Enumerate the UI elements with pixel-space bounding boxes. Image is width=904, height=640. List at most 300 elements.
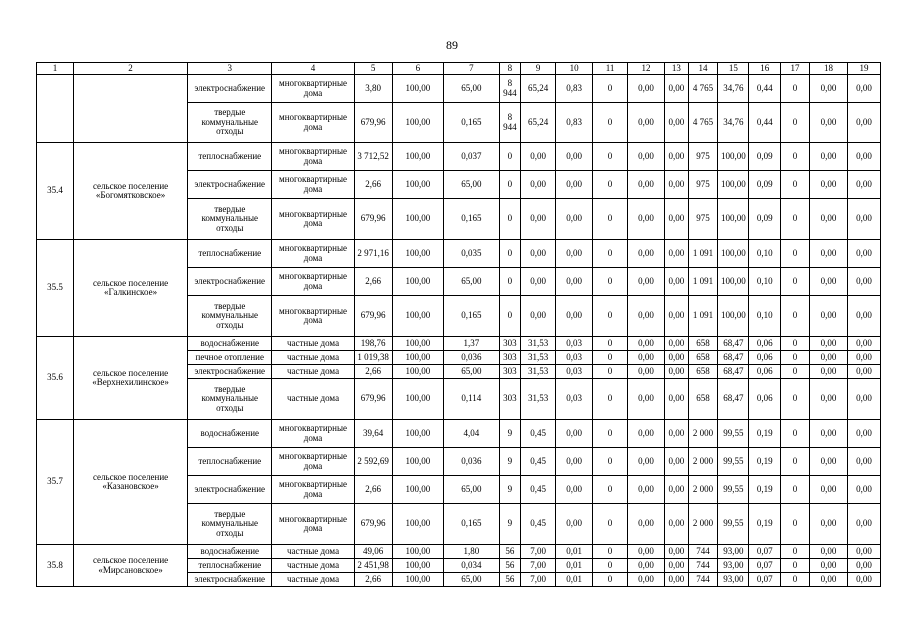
value-cell: 0,165	[444, 504, 500, 545]
value-cell: 9	[499, 476, 521, 504]
value-cell: 7,00	[521, 559, 556, 573]
value-cell: 93,00	[718, 559, 749, 573]
value-cell: 0,00	[628, 573, 665, 587]
value-cell: 0,00	[847, 420, 880, 448]
value-cell: 100,00	[718, 199, 749, 240]
settlement-number: 35.5	[37, 240, 74, 337]
service-type: теплоснабжение	[188, 240, 272, 268]
value-cell: 0,00	[521, 171, 556, 199]
value-cell: 0	[781, 559, 810, 573]
service-type: твердые коммунальные отходы	[188, 296, 272, 337]
value-cell: 100,00	[718, 296, 749, 337]
value-cell: 0	[781, 199, 810, 240]
housing-type: многоквартирные дома	[272, 448, 354, 476]
value-cell: 0,165	[444, 199, 500, 240]
value-cell: 0	[593, 199, 628, 240]
value-cell: 0,00	[628, 504, 665, 545]
value-cell: 0,83	[556, 103, 593, 143]
value-cell: 679,96	[354, 504, 392, 545]
service-type: электроснабжение	[188, 268, 272, 296]
value-cell: 0,00	[665, 573, 689, 587]
value-cell: 65,00	[444, 75, 500, 103]
column-number: 11	[593, 63, 628, 75]
value-cell: 0,00	[847, 545, 880, 559]
value-cell: 0	[499, 240, 521, 268]
value-cell: 56	[499, 559, 521, 573]
column-number: 19	[847, 63, 880, 75]
value-cell: 100,00	[392, 448, 443, 476]
value-cell: 658	[688, 351, 718, 365]
value-cell: 0,00	[556, 476, 593, 504]
value-cell: 0,00	[847, 171, 880, 199]
value-cell: 0,03	[556, 337, 593, 351]
value-cell: 100,00	[392, 545, 443, 559]
value-cell: 2,66	[354, 171, 392, 199]
service-type: водоснабжение	[188, 420, 272, 448]
value-cell: 0,165	[444, 296, 500, 337]
value-cell: 975	[688, 143, 718, 171]
value-cell: 0,07	[749, 559, 781, 573]
value-cell: 0,03	[556, 365, 593, 379]
value-cell: 0,01	[556, 559, 593, 573]
value-cell: 0,00	[847, 75, 880, 103]
table-row	[37, 143, 881, 171]
value-cell: 658	[688, 337, 718, 351]
service-type: твердые коммунальные отходы	[188, 379, 272, 420]
value-cell: 100,00	[392, 240, 443, 268]
table-row	[37, 337, 881, 351]
value-cell: 0	[781, 504, 810, 545]
value-cell: 100,00	[718, 240, 749, 268]
column-number: 13	[665, 63, 689, 75]
value-cell: 0,165	[444, 103, 500, 143]
value-cell: 0	[593, 420, 628, 448]
value-cell: 0	[593, 351, 628, 365]
value-cell: 3 712,52	[354, 143, 392, 171]
value-cell: 0,00	[809, 240, 847, 268]
settlement-number: 35.6	[37, 337, 74, 420]
value-cell: 0,00	[665, 103, 689, 143]
value-cell: 0	[781, 171, 810, 199]
value-cell: 0,45	[521, 504, 556, 545]
value-cell: 0,00	[809, 268, 847, 296]
value-cell: 0	[593, 143, 628, 171]
housing-type: частные дома	[272, 337, 354, 351]
value-cell: 0,00	[628, 268, 665, 296]
value-cell: 0,00	[809, 379, 847, 420]
value-cell: 744	[688, 545, 718, 559]
value-cell: 975	[688, 171, 718, 199]
value-cell: 0	[593, 103, 628, 143]
value-cell: 0,00	[665, 365, 689, 379]
value-cell: 0	[593, 268, 628, 296]
value-cell: 0,00	[847, 379, 880, 420]
value-cell: 0,09	[749, 171, 781, 199]
value-cell: 0	[593, 296, 628, 337]
value-cell: 0	[593, 171, 628, 199]
value-cell: 0,03	[556, 351, 593, 365]
value-cell: 68,47	[718, 365, 749, 379]
value-cell: 0,09	[749, 143, 781, 171]
value-cell: 0,00	[665, 476, 689, 504]
value-cell: 0,00	[556, 504, 593, 545]
value-cell: 31,53	[521, 379, 556, 420]
value-cell: 0,00	[628, 296, 665, 337]
value-cell: 0	[781, 476, 810, 504]
column-number: 15	[718, 63, 749, 75]
value-cell: 0	[781, 268, 810, 296]
value-cell: 0	[593, 476, 628, 504]
value-cell: 0	[593, 504, 628, 545]
tariff-table	[36, 62, 881, 587]
value-cell: 0,07	[749, 573, 781, 587]
value-cell: 100,00	[392, 476, 443, 504]
service-type: электроснабжение	[188, 365, 272, 379]
settlement-name: сельское поселение «Галкинское»	[74, 240, 188, 337]
value-cell: 0,06	[749, 365, 781, 379]
housing-type: частные дома	[272, 573, 354, 587]
value-cell: 0,00	[628, 476, 665, 504]
value-cell: 0,00	[665, 171, 689, 199]
value-cell: 7,00	[521, 573, 556, 587]
value-cell: 0	[593, 240, 628, 268]
value-cell: 0,06	[749, 337, 781, 351]
column-number: 7	[444, 63, 500, 75]
value-cell: 0,44	[749, 103, 781, 143]
value-cell: 0,01	[556, 545, 593, 559]
value-cell: 0,00	[628, 365, 665, 379]
housing-type: частные дома	[272, 365, 354, 379]
value-cell: 9	[499, 504, 521, 545]
column-number: 3	[188, 63, 272, 75]
value-cell: 0,00	[628, 240, 665, 268]
value-cell: 0,00	[556, 420, 593, 448]
value-cell: 1,37	[444, 337, 500, 351]
value-cell: 0,00	[665, 504, 689, 545]
value-cell: 0,00	[521, 199, 556, 240]
value-cell: 0	[593, 448, 628, 476]
value-cell: 0,114	[444, 379, 500, 420]
value-cell: 0	[781, 365, 810, 379]
value-cell: 0,00	[847, 504, 880, 545]
value-cell: 100,00	[392, 296, 443, 337]
value-cell: 0	[781, 420, 810, 448]
value-cell: 0,00	[847, 103, 880, 143]
value-cell: 0,00	[847, 199, 880, 240]
housing-type: многоквартирные дома	[272, 268, 354, 296]
value-cell: 0,00	[847, 351, 880, 365]
value-cell: 0,00	[556, 143, 593, 171]
settlement-number	[37, 75, 74, 143]
value-cell: 0	[499, 199, 521, 240]
column-number: 2	[74, 63, 188, 75]
value-cell: 0,07	[749, 545, 781, 559]
value-cell: 0,00	[665, 559, 689, 573]
value-cell: 100,00	[392, 379, 443, 420]
value-cell: 2 000	[688, 448, 718, 476]
value-cell: 303	[499, 379, 521, 420]
value-cell: 2 000	[688, 504, 718, 545]
value-cell: 0,00	[847, 365, 880, 379]
value-cell: 0,00	[521, 268, 556, 296]
value-cell: 56	[499, 545, 521, 559]
value-cell: 1,80	[444, 545, 500, 559]
value-cell: 93,00	[718, 545, 749, 559]
value-cell: 2 000	[688, 476, 718, 504]
value-cell: 744	[688, 559, 718, 573]
value-cell: 0,00	[665, 351, 689, 365]
value-cell: 0,00	[521, 296, 556, 337]
value-cell: 0,00	[809, 559, 847, 573]
value-cell: 2 592,69	[354, 448, 392, 476]
value-cell: 0,00	[847, 337, 880, 351]
housing-type: многоквартирные дома	[272, 103, 354, 143]
settlement-number: 35.7	[37, 420, 74, 545]
value-cell: 100,00	[392, 103, 443, 143]
value-cell: 31,53	[521, 337, 556, 351]
value-cell: 0,00	[665, 545, 689, 559]
value-cell: 0,00	[809, 143, 847, 171]
value-cell: 68,47	[718, 337, 749, 351]
value-cell: 2 000	[688, 420, 718, 448]
column-number: 8	[499, 63, 521, 75]
value-cell: 39,64	[354, 420, 392, 448]
value-cell: 0,00	[809, 171, 847, 199]
value-cell: 100,00	[392, 365, 443, 379]
value-cell: 0	[781, 379, 810, 420]
value-cell: 100,00	[392, 143, 443, 171]
value-cell: 7,00	[521, 545, 556, 559]
column-number: 9	[521, 63, 556, 75]
value-cell: 0	[781, 448, 810, 476]
value-cell: 0,10	[749, 296, 781, 337]
value-cell: 0	[781, 103, 810, 143]
value-cell: 975	[688, 199, 718, 240]
value-cell: 0,00	[847, 573, 880, 587]
column-number: 5	[354, 63, 392, 75]
table-row	[37, 420, 881, 448]
value-cell: 0	[781, 337, 810, 351]
settlement-name: сельское поселение «Казановское»	[74, 420, 188, 545]
value-cell: 0,00	[847, 268, 880, 296]
housing-type: многоквартирные дома	[272, 75, 354, 103]
value-cell: 0,00	[521, 143, 556, 171]
table-row	[37, 240, 881, 268]
value-cell: 0,06	[749, 379, 781, 420]
value-cell: 68,47	[718, 379, 749, 420]
value-cell: 34,76	[718, 103, 749, 143]
value-cell: 100,00	[718, 268, 749, 296]
value-cell: 100,00	[392, 171, 443, 199]
value-cell: 0	[593, 75, 628, 103]
value-cell: 0,19	[749, 476, 781, 504]
value-cell: 3,80	[354, 75, 392, 103]
service-type: электроснабжение	[188, 573, 272, 587]
value-cell: 0,00	[628, 171, 665, 199]
housing-type: многоквартирные дома	[272, 420, 354, 448]
value-cell: 0	[499, 296, 521, 337]
value-cell: 49,06	[354, 545, 392, 559]
value-cell: 0,00	[809, 365, 847, 379]
value-cell: 100,00	[392, 337, 443, 351]
value-cell: 0,00	[628, 143, 665, 171]
settlement-name: сельское поселение «Мирсановское»	[74, 545, 188, 587]
service-type: водоснабжение	[188, 545, 272, 559]
service-type: электроснабжение	[188, 75, 272, 103]
value-cell: 658	[688, 379, 718, 420]
page-number: 89	[446, 38, 458, 52]
value-cell: 100,00	[392, 504, 443, 545]
value-cell: 100,00	[392, 268, 443, 296]
value-cell: 100,00	[392, 573, 443, 587]
value-cell: 100,00	[392, 199, 443, 240]
value-cell: 1 019,38	[354, 351, 392, 365]
value-cell: 0	[781, 296, 810, 337]
value-cell: 0,00	[556, 296, 593, 337]
service-type: теплоснабжение	[188, 559, 272, 573]
value-cell: 2,66	[354, 476, 392, 504]
value-cell: 1 091	[688, 240, 718, 268]
value-cell: 100,00	[392, 420, 443, 448]
settlement-number: 35.4	[37, 143, 74, 240]
value-cell: 679,96	[354, 199, 392, 240]
value-cell: 679,96	[354, 379, 392, 420]
value-cell: 0	[593, 559, 628, 573]
value-cell: 99,55	[718, 448, 749, 476]
value-cell: 0	[593, 573, 628, 587]
value-cell: 0,00	[665, 420, 689, 448]
value-cell: 0,00	[628, 379, 665, 420]
value-cell: 0,00	[628, 199, 665, 240]
column-number: 14	[688, 63, 718, 75]
value-cell: 0,00	[809, 337, 847, 351]
value-cell: 2,66	[354, 268, 392, 296]
value-cell: 0,00	[556, 448, 593, 476]
value-cell: 0,00	[847, 296, 880, 337]
column-number: 17	[781, 63, 810, 75]
value-cell: 0	[781, 75, 810, 103]
value-cell: 0,00	[628, 103, 665, 143]
value-cell: 0,03	[556, 379, 593, 420]
value-cell: 0,00	[665, 143, 689, 171]
service-type: электроснабжение	[188, 171, 272, 199]
value-cell: 65,00	[444, 573, 500, 587]
value-cell: 0,00	[665, 268, 689, 296]
value-cell: 65,24	[521, 103, 556, 143]
value-cell: 0,00	[628, 337, 665, 351]
value-cell: 65,00	[444, 268, 500, 296]
value-cell: 0	[781, 545, 810, 559]
value-cell: 65,24	[521, 75, 556, 103]
value-cell: 0,83	[556, 75, 593, 103]
housing-type: многоквартирные дома	[272, 476, 354, 504]
value-cell: 0,00	[809, 573, 847, 587]
value-cell: 93,00	[718, 573, 749, 587]
value-cell: 0,00	[665, 379, 689, 420]
value-cell: 0,10	[749, 240, 781, 268]
value-cell: 4 765	[688, 75, 718, 103]
housing-type: многоквартирные дома	[272, 240, 354, 268]
value-cell: 0,00	[809, 103, 847, 143]
service-type: твердые коммунальные отходы	[188, 504, 272, 545]
value-cell: 65,00	[444, 365, 500, 379]
value-cell: 0	[499, 143, 521, 171]
value-cell: 744	[688, 573, 718, 587]
value-cell: 0,00	[847, 448, 880, 476]
housing-type: многоквартирные дома	[272, 504, 354, 545]
housing-type: частные дома	[272, 545, 354, 559]
value-cell: 0	[781, 573, 810, 587]
value-cell: 100,00	[718, 143, 749, 171]
value-cell: 0,00	[809, 296, 847, 337]
service-type: теплоснабжение	[188, 448, 272, 476]
value-cell: 0,036	[444, 351, 500, 365]
value-cell: 303	[499, 351, 521, 365]
service-type: водоснабжение	[188, 337, 272, 351]
value-cell: 0	[499, 171, 521, 199]
value-cell: 0,10	[749, 268, 781, 296]
value-cell: 0,00	[556, 240, 593, 268]
settlement-name: сельское поселение «Верхнехилинское»	[74, 337, 188, 420]
housing-type: частные дома	[272, 379, 354, 420]
value-cell: 0,00	[847, 240, 880, 268]
value-cell: 0	[781, 143, 810, 171]
housing-type: частные дома	[272, 559, 354, 573]
value-cell: 0,00	[809, 351, 847, 365]
housing-type: многоквартирные дома	[272, 143, 354, 171]
value-cell: 0,00	[628, 448, 665, 476]
value-cell: 303	[499, 337, 521, 351]
table-row	[37, 75, 881, 103]
value-cell: 0,44	[749, 75, 781, 103]
value-cell: 0,035	[444, 240, 500, 268]
housing-type: многоквартирные дома	[272, 296, 354, 337]
value-cell: 0,06	[749, 351, 781, 365]
value-cell: 0	[781, 240, 810, 268]
value-cell: 0	[593, 545, 628, 559]
value-cell: 2,66	[354, 573, 392, 587]
value-cell: 0	[593, 365, 628, 379]
service-type: печное отопление	[188, 351, 272, 365]
value-cell: 8 944	[499, 103, 521, 143]
value-cell: 198,76	[354, 337, 392, 351]
value-cell: 0	[499, 268, 521, 296]
value-cell: 0,00	[809, 476, 847, 504]
value-cell: 303	[499, 365, 521, 379]
value-cell: 0,00	[665, 240, 689, 268]
value-cell: 0,00	[847, 143, 880, 171]
value-cell: 100,00	[392, 351, 443, 365]
value-cell: 99,55	[718, 504, 749, 545]
value-cell: 0,00	[665, 75, 689, 103]
value-cell: 31,53	[521, 365, 556, 379]
value-cell: 0,00	[809, 504, 847, 545]
column-number: 4	[272, 63, 354, 75]
value-cell: 68,47	[718, 351, 749, 365]
column-number: 16	[749, 63, 781, 75]
service-type: твердые коммунальные отходы	[188, 103, 272, 143]
value-cell: 0	[781, 351, 810, 365]
value-cell: 65,00	[444, 171, 500, 199]
value-cell: 0,00	[556, 268, 593, 296]
value-cell: 2 451,98	[354, 559, 392, 573]
value-cell: 0,00	[665, 448, 689, 476]
value-cell: 99,55	[718, 476, 749, 504]
value-cell: 0,00	[665, 199, 689, 240]
value-cell: 0,00	[809, 448, 847, 476]
column-number: 12	[628, 63, 665, 75]
value-cell: 8 944	[499, 75, 521, 103]
